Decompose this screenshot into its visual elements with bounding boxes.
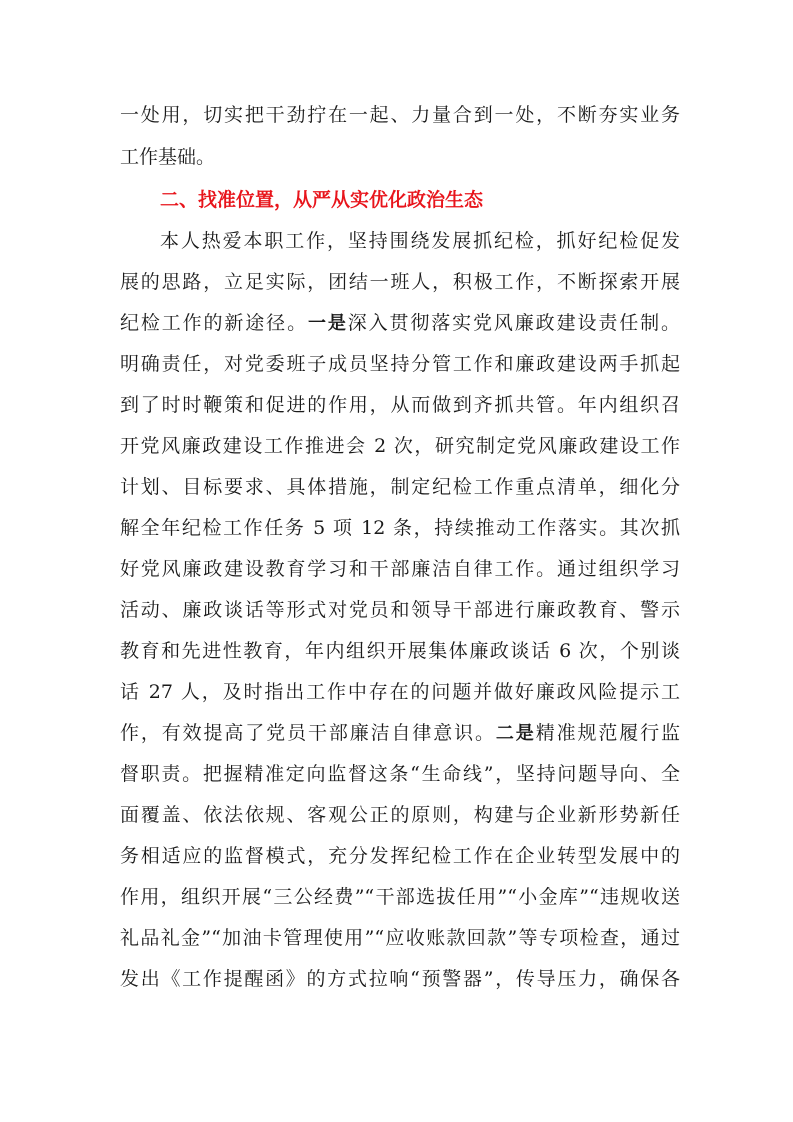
text-run: 作用，组织开展“三公经费”“干部选拔任用”“小金库”“违规收送	[120, 886, 680, 908]
paragraph-line	[120, 590, 680, 630]
paragraph-line	[120, 877, 680, 917]
text-run: 工作基础。	[120, 146, 216, 168]
text-run: 本人热爱本职工作，坚持围绕发展抓纪检，抓好纪检促发	[160, 230, 680, 252]
paragraph-line	[120, 262, 680, 302]
paragraph-line	[120, 137, 680, 177]
paragraph-line	[120, 631, 680, 671]
text-run: 计划、目标要求、具体措施，制定纪检工作重点清单，细化分	[120, 476, 680, 498]
text-run: 作，有效提高了党员干部廉洁自律意识。	[120, 722, 496, 744]
paragraph-line	[120, 385, 680, 425]
paragraph-line	[120, 303, 680, 343]
text-run: 礼品礼金”“加油卡管理使用”“应收账款回款”等专项检查，通过	[120, 927, 680, 949]
paragraph-line	[160, 221, 680, 261]
text-run: 展的思路，立足实际，团结一班人，积极工作，不断探索开展	[120, 271, 680, 293]
bold-marker: 二是	[495, 723, 536, 744]
text-run: 面覆盖、依法依规、客观公正的原则，构建与企业新形势新任	[120, 804, 680, 826]
paragraph-line	[120, 959, 680, 999]
section-heading: 二、找准位置，从严从实优化政治生态	[160, 189, 484, 211]
text-run: 明确责任，对党委班子成员坚持分管工作和廉政建设两手抓起	[120, 353, 680, 375]
text-run: 精准规范履行监	[535, 722, 680, 744]
text-run: 解全年纪检工作任务 5 项 12 条，持续推动工作落实。其次抓	[120, 517, 680, 539]
paragraph-line	[120, 95, 680, 135]
paragraph-line	[120, 467, 680, 507]
paragraph-line	[120, 836, 680, 876]
text-run: 督职责。把握精准定向监督这条“生命线”，坚持问题导向、全	[120, 763, 680, 785]
paragraph-line	[120, 672, 680, 712]
text-run: 发出《工作提醒函》的方式拉响“预警器”，传导压力，确保各	[120, 968, 680, 990]
text-run: 到了时时鞭策和促进的作用，从而做到齐抓共管。年内组织召	[120, 394, 680, 416]
paragraph-line	[120, 918, 680, 958]
text-run: 深入贯彻落实党风廉政建设责任制。	[347, 312, 680, 334]
paragraph-line	[120, 795, 680, 835]
text-run: 话 27 人，及时指出工作中存在的问题并做好廉政风险提示工	[120, 681, 680, 703]
text-run: 活动、廉政谈话等形式对党员和领导干部进行廉政教育、警示	[120, 599, 680, 621]
text-run: 一处用，切实把干劲拧在一起、力量合到一处，不断夯实业务	[120, 104, 680, 126]
text-run: 好党风廉政建设教育学习和干部廉洁自律工作。通过组织学习	[120, 558, 680, 580]
paragraph-line	[120, 754, 680, 794]
paragraph-line	[120, 549, 680, 589]
text-run: 开党风廉政建设工作推进会 2 次，研究制定党风廉政建设工作	[120, 435, 680, 457]
paragraph-line	[120, 713, 680, 753]
bold-marker: 一是	[307, 313, 348, 334]
paragraph-line	[120, 508, 680, 548]
text-run: 务相适应的监督模式，充分发挥纪检工作在企业转型发展中的	[120, 845, 680, 867]
text-run: 教育和先进性教育，年内组织开展集体廉政谈话 6 次，个别谈	[120, 640, 680, 662]
paragraph-line	[120, 426, 680, 466]
text-run: 纪检工作的新途径。	[120, 312, 308, 334]
paragraph-line	[120, 344, 680, 384]
